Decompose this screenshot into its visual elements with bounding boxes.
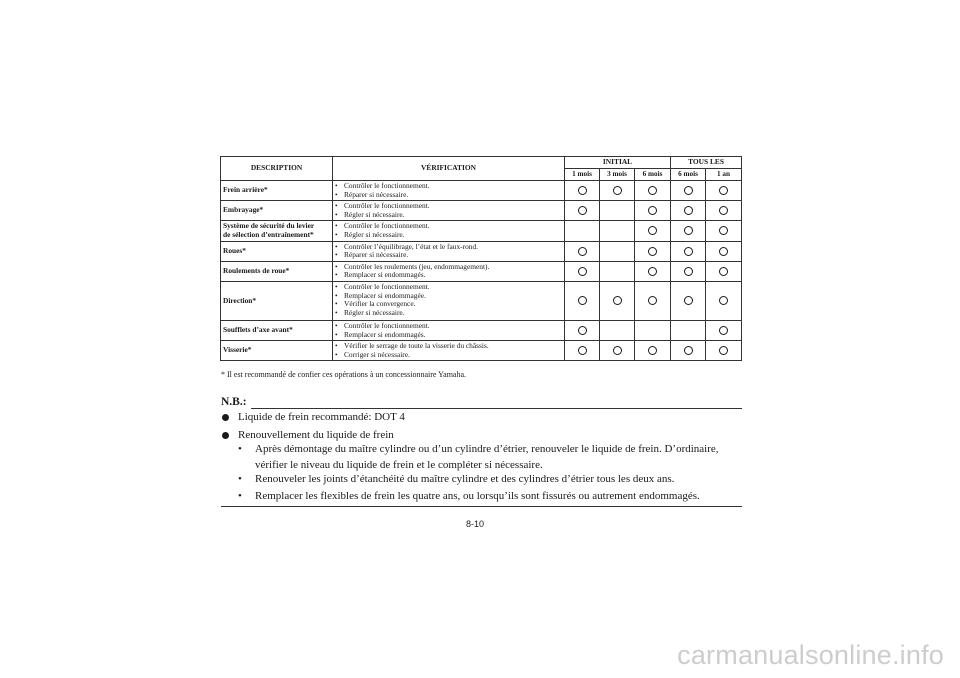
interval-cell <box>565 261 600 281</box>
note-subitem-text: Après démontage du maître cylindre ou d’un cylindre d’étrier, renouveler le liquide de frein. D’ordinaire, vérifier le niveau du liquide de frein et le compléter si nécessaire. <box>255 443 719 471</box>
note-rule-top <box>251 408 742 409</box>
interval-cell <box>600 201 635 221</box>
row-description-line: Visserie* <box>223 345 252 355</box>
table-row <box>221 221 742 241</box>
circle-icon <box>648 226 657 235</box>
bullet-icon: • <box>335 181 338 190</box>
header-period: 6 mois <box>671 169 706 181</box>
bullet-icon: • <box>335 229 338 239</box>
interval-cell <box>565 221 600 241</box>
verification-item <box>335 271 562 280</box>
row-verification <box>333 221 565 241</box>
interval-cell <box>635 281 671 320</box>
row-description <box>221 320 333 340</box>
circle-icon <box>578 247 587 256</box>
row-verification <box>333 281 565 320</box>
circle-icon <box>648 247 657 256</box>
bullet-icon: • <box>238 473 242 485</box>
header-tous-les: TOUS LES <box>671 157 742 169</box>
maintenance-table-body <box>221 181 742 361</box>
bullet-icon: • <box>335 189 338 199</box>
circle-icon <box>578 206 587 215</box>
verification-text: Contrôler le fonctionnement. <box>344 221 430 231</box>
verification-text: Vérifier la convergence. <box>344 299 416 309</box>
header-period: 3 mois <box>600 169 635 181</box>
row-verification <box>333 201 565 221</box>
note-subitem-text: Renouveler les joints d’étanchéité du maître cylindre et des cylindres d’étrier tous les deux ans. <box>255 473 675 485</box>
page-number: 8-10 <box>466 519 485 529</box>
circle-icon <box>719 226 728 235</box>
verification-text: Régler si nécessaire. <box>344 307 405 317</box>
verification-item <box>335 331 562 340</box>
circle-icon <box>578 346 587 355</box>
note-subitem <box>238 472 742 488</box>
circle-icon <box>578 186 587 195</box>
interval-cell <box>671 341 706 361</box>
interval-cell <box>565 341 600 361</box>
verification-text: Régler si nécessaire. <box>344 209 405 219</box>
bullet-icon: • <box>335 341 338 351</box>
circle-icon <box>684 247 693 256</box>
circle-icon <box>648 267 657 276</box>
row-description <box>221 261 333 281</box>
interval-cell <box>671 261 706 281</box>
circle-icon <box>578 326 587 335</box>
note-item-text: Liquide de frein recommandé: DOT 4 <box>238 411 405 423</box>
interval-cell <box>600 261 635 281</box>
circle-icon <box>648 206 657 215</box>
bullet-icon: • <box>335 329 338 339</box>
bullet-icon: • <box>238 443 242 455</box>
bullet-icon: • <box>335 209 338 219</box>
table-row <box>221 201 742 221</box>
row-description-line: Embrayage* <box>223 205 264 215</box>
verification-text: Contrôler l’équilibrage, l’état et le faux-rond. <box>344 241 479 251</box>
header-initial: INITIAL <box>565 157 671 169</box>
bullet-icon: • <box>238 490 242 502</box>
bullet-icon: • <box>335 290 338 300</box>
table-row <box>221 341 742 361</box>
table-row <box>221 261 742 281</box>
verification-item <box>335 251 562 260</box>
row-verification <box>333 320 565 340</box>
circle-icon <box>648 346 657 355</box>
circle-icon <box>578 267 587 276</box>
verification-text: Remplacer si endommagés. <box>344 329 426 339</box>
interval-cell <box>600 221 635 241</box>
interval-cell <box>600 281 635 320</box>
row-description-line: Roulements de roue* <box>223 266 290 276</box>
bullet-icon: • <box>335 270 338 280</box>
verification-text: Régler si nécessaire. <box>344 229 405 239</box>
circle-icon <box>613 296 622 305</box>
row-description-line: Direction* <box>223 295 257 305</box>
verification-item <box>335 231 562 240</box>
circle-icon <box>719 346 728 355</box>
circle-icon <box>684 346 693 355</box>
circle-icon <box>648 186 657 195</box>
verification-text: Remplacer si endommagée. <box>344 290 426 300</box>
interval-cell <box>706 181 742 201</box>
verification-text: Contrôler le fonctionnement. <box>344 320 430 330</box>
bullet-icon: • <box>335 250 338 260</box>
header-period: 6 mois <box>635 169 671 181</box>
header-period: 1 mois <box>565 169 600 181</box>
row-description <box>221 281 333 320</box>
circle-icon <box>684 267 693 276</box>
interval-cell <box>635 261 671 281</box>
interval-cell <box>635 341 671 361</box>
row-description <box>221 221 333 241</box>
verification-item <box>335 351 562 360</box>
header-period: 1 an <box>706 169 742 181</box>
interval-cell <box>600 341 635 361</box>
circle-icon <box>684 206 693 215</box>
header-verification: VÉRIFICATION <box>333 157 565 181</box>
circle-icon <box>684 296 693 305</box>
circle-icon <box>613 346 622 355</box>
circle-icon <box>613 186 622 195</box>
interval-cell <box>600 320 635 340</box>
interval-cell <box>600 181 635 201</box>
verification-text: Réparer si nécessaire. <box>344 189 409 199</box>
interval-cell <box>565 281 600 320</box>
interval-cell <box>565 241 600 261</box>
bullet-disc-icon <box>222 414 229 421</box>
interval-cell <box>635 221 671 241</box>
interval-cell <box>635 320 671 340</box>
interval-cell <box>706 320 742 340</box>
interval-cell <box>706 341 742 361</box>
interval-cell <box>706 201 742 221</box>
verification-text: Corriger si nécessaire. <box>344 349 410 359</box>
table-row <box>221 281 742 320</box>
verification-text: Contrôler le fonctionnement. <box>344 201 430 211</box>
row-description <box>221 341 333 361</box>
circle-icon <box>648 296 657 305</box>
interval-cell <box>565 201 600 221</box>
note-subitem-text: Remplacer les flexibles de frein les quatre ans, ou lorsqu’ils sont fissurés ou autrement endommagés. <box>255 490 700 502</box>
row-verification <box>333 341 565 361</box>
watermark: carmanualsonline.info <box>677 640 944 670</box>
table-row <box>221 241 742 261</box>
bullet-icon: • <box>335 307 338 317</box>
verification-text: Remplacer si endommagés. <box>344 270 426 280</box>
interval-cell <box>565 181 600 201</box>
verification-item <box>335 309 562 318</box>
circle-icon <box>719 186 728 195</box>
row-verification <box>333 181 565 201</box>
bullet-icon: • <box>335 221 338 231</box>
verification-text: Réparer si nécessaire. <box>344 250 409 260</box>
interval-cell <box>671 181 706 201</box>
bullet-icon: • <box>335 261 338 271</box>
circle-icon <box>684 186 693 195</box>
note-title: N.B.: <box>221 396 247 408</box>
interval-cell <box>565 320 600 340</box>
table-row <box>221 320 742 340</box>
bullet-icon: • <box>335 349 338 359</box>
verification-item <box>335 211 562 220</box>
circle-icon <box>719 267 728 276</box>
table-row <box>221 181 742 201</box>
row-description <box>221 201 333 221</box>
bullet-icon: • <box>335 320 338 330</box>
interval-cell <box>635 201 671 221</box>
circle-icon <box>719 206 728 215</box>
row-verification <box>333 261 565 281</box>
interval-cell <box>600 241 635 261</box>
interval-cell <box>706 261 742 281</box>
interval-cell <box>671 320 706 340</box>
note-subitem <box>238 442 742 473</box>
interval-cell <box>671 201 706 221</box>
interval-cell <box>671 241 706 261</box>
row-verification <box>333 241 565 261</box>
row-description-line: de sélection d’entraînement* <box>223 229 314 239</box>
header-description: DESCRIPTION <box>221 157 333 181</box>
bullet-icon: • <box>335 281 338 291</box>
bullet-icon: • <box>335 299 338 309</box>
verification-text: Contrôler le fonctionnement. <box>344 181 430 190</box>
note-rule-bottom <box>221 506 742 507</box>
row-description <box>221 181 333 201</box>
interval-cell <box>671 221 706 241</box>
interval-cell <box>706 221 742 241</box>
circle-icon <box>719 326 728 335</box>
circle-icon <box>719 296 728 305</box>
row-description-line: Frein arrière* <box>223 185 268 195</box>
verification-text: Contrôler le fonctionnement. <box>344 281 430 291</box>
maintenance-table <box>220 156 742 361</box>
circle-icon <box>684 226 693 235</box>
interval-cell <box>706 241 742 261</box>
interval-cell <box>635 241 671 261</box>
bullet-icon: • <box>335 241 338 251</box>
verification-text: Vérifier le serrage de toute la visserie du châssis. <box>344 341 489 351</box>
circle-icon <box>578 296 587 305</box>
interval-cell <box>671 281 706 320</box>
note-item-text: Renouvellement du liquide de frein <box>238 429 394 441</box>
row-description <box>221 241 333 261</box>
row-description-line: Soufflets d’axe avant* <box>223 325 293 335</box>
row-description-line: Roues* <box>223 245 246 255</box>
interval-cell <box>635 181 671 201</box>
interval-cell <box>706 281 742 320</box>
row-description-line: Système de sécurité du levier <box>223 221 315 231</box>
circle-icon <box>719 247 728 256</box>
verification-text: Contrôler les roulements (jeu, endommagement). <box>344 261 490 271</box>
note-subitem <box>238 489 742 505</box>
table-footnote: * Il est recommandé de confier ces opérations à un concessionnaire Yamaha. <box>221 370 467 379</box>
verification-item <box>335 191 562 200</box>
bullet-disc-icon <box>222 432 229 439</box>
bullet-icon: • <box>335 201 338 211</box>
